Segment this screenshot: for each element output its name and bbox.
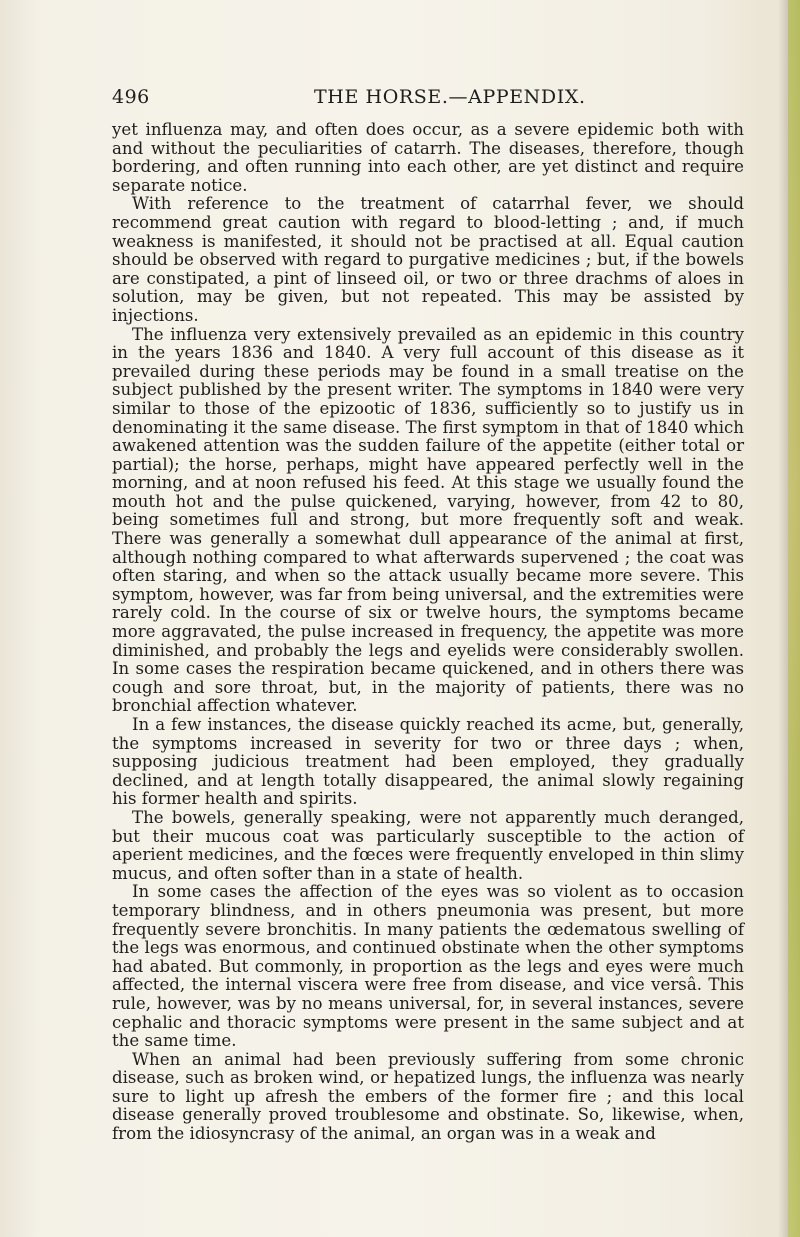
paragraph-epidemic-history: The influenza very extensively prevailed as an epidemic in this country in the years 1836 and 1840. A very full account of this disease as it prevailed during these periods may be found in a small treatise on the subject published by the present writer. The symptoms in 1840 were very similar to those of the epizootic of 1836, sufficiently so to justify us in denominating it the same disease. The first symptom in that of 1840 which awakened attention was the sudden failure of the appetite (either total or partial); the horse, perhaps, might have appeared perfectly well in the morning, and at noon refused his feed. At this stage we usually found the mouth hot and the pulse quickened, varying, however, from 42 to 80, being sometimes full and strong, but more frequently soft and weak. There was generally a somewhat dull appearance of the animal at first, although nothing compared to what afterwards supervened ; the coat was often staring, and when so the attack usually became more severe. This symptom, however, was far from being universal, and the extremities were rarely cold. In the course of six or twelve hours, the symptoms became more aggravated, the pulse increased in frequency, the appetite was more diminished, and probably the legs and eyelids were considerably swollen. In some cases the respiration became quickened, and in others there was cough and sore throat, but, in the majority of patients, there was no bronchial affection whatever. (112, 324, 744, 716)
page-edge-strip (788, 0, 800, 1237)
page-header (112, 86, 712, 114)
paragraph-continuation: yet influenza may, and often does occur, as a severe epidemic both with and without the peculiarities of catarrh. The diseases, therefore, though bordering, and often running into each other, are yet distinct and require separate notice. (112, 120, 744, 195)
body-text (112, 121, 744, 1144)
running-head: THE HORSE.—APPENDIX. (314, 86, 586, 108)
paragraph-bowels: The bowels, generally speaking, were not apparently much deranged, but their mucous coat was particularly susceptible to the action of aperient medicines, and the fœces were frequently enveloped in thin slimy mucus, and often softer than in a state of health. (112, 807, 744, 883)
paragraph-chronic-disease: When an animal had been previously suffering from some chronic disease, such as broken wind, or hepatized lungs, the influenza was nearly sure to light up afresh the embers of the former fire ; and this local disease generally proved troublesome and obstinate. So, likewise, when, from the idiosyncrasy of the animal, an organ was in a weak and (112, 1049, 744, 1144)
page-number: 496 (112, 86, 150, 108)
paragraph-eyes-blindness: In some cases the affection of the eyes was so violent as to occasion temporary blindness, and in others pneumonia was present, but more frequently severe bronchitis. In many patients the œdematous swelling of the legs was enormous, and continued obstinate when the other symptoms had abated. But commonly, in proportion as the legs and eyes were much affected, the internal viscera were free from disease, and vice versâ. This rule, however, was by no means universal, for, in several instances, severe cephalic and thoracic symptoms were present in the same subject and at the same time. (112, 882, 744, 1051)
paragraph-treatment: With reference to the treatment of catarrhal fever, we should recommend great caution with regard to blood-letting ; and, if much weakness is manifested, it should not be practised at all. Equal caution should be observed with regard to purgative medicines ; but, if the bowels are constipated, a pint of linseed oil, or two or three drachms of aloes in solution, may be given, but not repeated. This may be assisted by injections. (112, 194, 744, 325)
paragraph-acme: In a few instances, the disease quickly reached its acme, but, generally, the symptoms increased in severity for two or three days ; when, supposing judicious treatment had been employed, they gradually declined, and at length totally disappeared, the animal slowly regaining his former health and spirits. (112, 715, 744, 809)
